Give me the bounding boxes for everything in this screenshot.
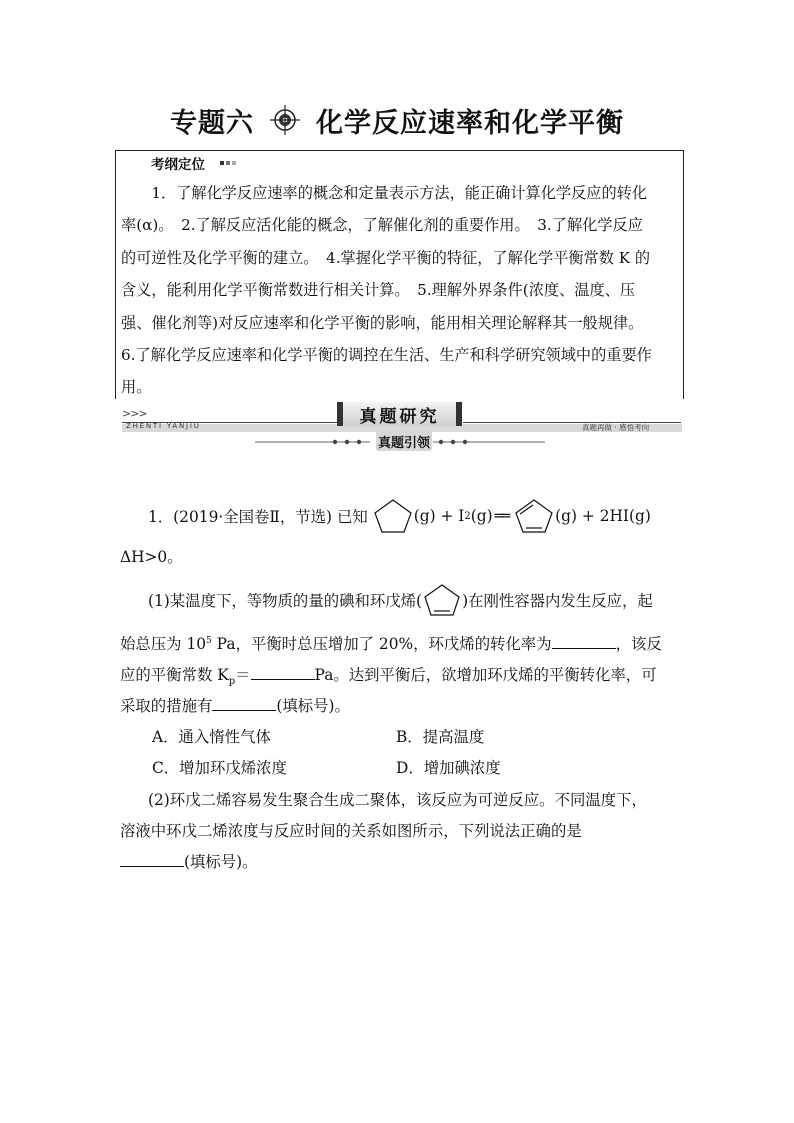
part1-conversion-text: Pa，平衡时总压增加了 20%，环戊烯的转化率为: [211, 635, 552, 653]
part1-line1: [120, 582, 680, 618]
outline-line: 6.了解化学反应速率和化学平衡的调控在生活、生产和科学研究领域中的重要作: [121, 346, 652, 365]
part1-line2: [120, 632, 680, 654]
heading-dots-icon: [220, 160, 240, 166]
outline-line: 率(α)。 2.了解反应活化能的概念，了解催化剂的重要作用。 3.了解化学反应: [121, 216, 643, 235]
part1-text-c: ，该反: [615, 635, 662, 653]
option-d: D．增加碘浓度: [396, 759, 501, 777]
outline-line: 含义，能利用化学平衡常数进行相关计算。 5.理解外界条件(浓度、温度、压: [121, 281, 636, 300]
delta-h: ΔH>0。: [120, 548, 183, 566]
cyclopentene-structure-icon: [422, 582, 462, 618]
fill-label-text: (填标号)。: [184, 853, 258, 871]
outline-line: 用。: [121, 378, 152, 397]
answer-blank-4[interactable]: [120, 852, 184, 867]
part1-line3: [120, 663, 680, 687]
measures-text: 采取的措施有: [120, 697, 213, 715]
outline-line: 强、催化剂等)对反应速率和化学平衡的影响，能用相关理论解释其一般规律。: [121, 313, 644, 332]
cyclopentadiene-structure-icon: [513, 497, 555, 535]
banner-subtitle: 真题再做 · 感悟考向: [582, 423, 650, 432]
part1-pressure: 始总压为 10: [120, 635, 207, 653]
question-intro: [120, 496, 680, 536]
cyclopentene-structure-icon: [372, 497, 414, 535]
banner-arrows-icon: >>>: [122, 407, 147, 420]
banner-pinyin: ZHENTI YANJIU: [126, 422, 201, 430]
pressure-exponent: 5: [206, 635, 212, 646]
title-topic-name: 化学反应速率和化学平衡: [316, 107, 624, 139]
part1-text-d: Pa。达到平衡后，欲增加环戊烯的平衡转化率，可: [314, 666, 657, 684]
sub-banner-label: 真题引领: [376, 431, 432, 451]
part1-line4: [120, 694, 680, 716]
iodine-state: (g): [470, 507, 493, 525]
option-a: A．通入惰性气体: [152, 728, 271, 746]
part1-text-a: (1)某温度下，等物质的量的碘和环戊烯(: [148, 592, 423, 610]
page-title: [0, 98, 794, 142]
outline-line: 1．了解化学反应速率的概念和定量表示方法，能正确计算化学反应的转化: [121, 184, 648, 202]
part2-line1: (2)环戊二烯容易发生聚合生成二聚体，该反应为可逆反应。不同温度下，: [148, 791, 647, 809]
reactant-states: (g) + I: [413, 507, 465, 525]
question-source: 1．(2019·全国卷Ⅱ，节选) 已知: [148, 508, 368, 526]
answer-blank-3[interactable]: [212, 696, 276, 711]
part2-line3: [120, 850, 680, 872]
kp-equals: ＝: [235, 666, 251, 684]
fill-label-text: (填标号)。: [276, 697, 350, 715]
iodine-subscript: 2: [464, 510, 471, 522]
section-banner-label: 真题研究: [337, 402, 462, 426]
outline-line: 的可逆性及化学平衡的建立。 4.掌握化学平衡的特征，了解化学平衡常数 K 的: [121, 248, 651, 267]
equals-sign: ══: [494, 507, 508, 525]
part2-line2: 溶液中环戊二烯浓度与反应时间的关系如图所示，下列说法正确的是: [120, 822, 582, 840]
option-c: C．增加环戊烯浓度: [152, 759, 287, 777]
outline-text: [121, 177, 678, 404]
option-b: B．提高温度: [396, 728, 485, 746]
title-topic-number: 专题六: [170, 107, 254, 139]
kp-label: 应的平衡常数 K: [120, 666, 229, 684]
outline-heading: 考纲定位: [151, 157, 205, 173]
answer-blank-2[interactable]: [251, 665, 315, 680]
target-icon: [270, 105, 300, 135]
answer-blank-1[interactable]: [552, 634, 616, 649]
part1-text-b: )在刚性容器内发生反应，起: [462, 592, 653, 610]
product-states: (g) + 2HI(g): [555, 507, 651, 525]
kp-subscript: p: [228, 676, 236, 688]
